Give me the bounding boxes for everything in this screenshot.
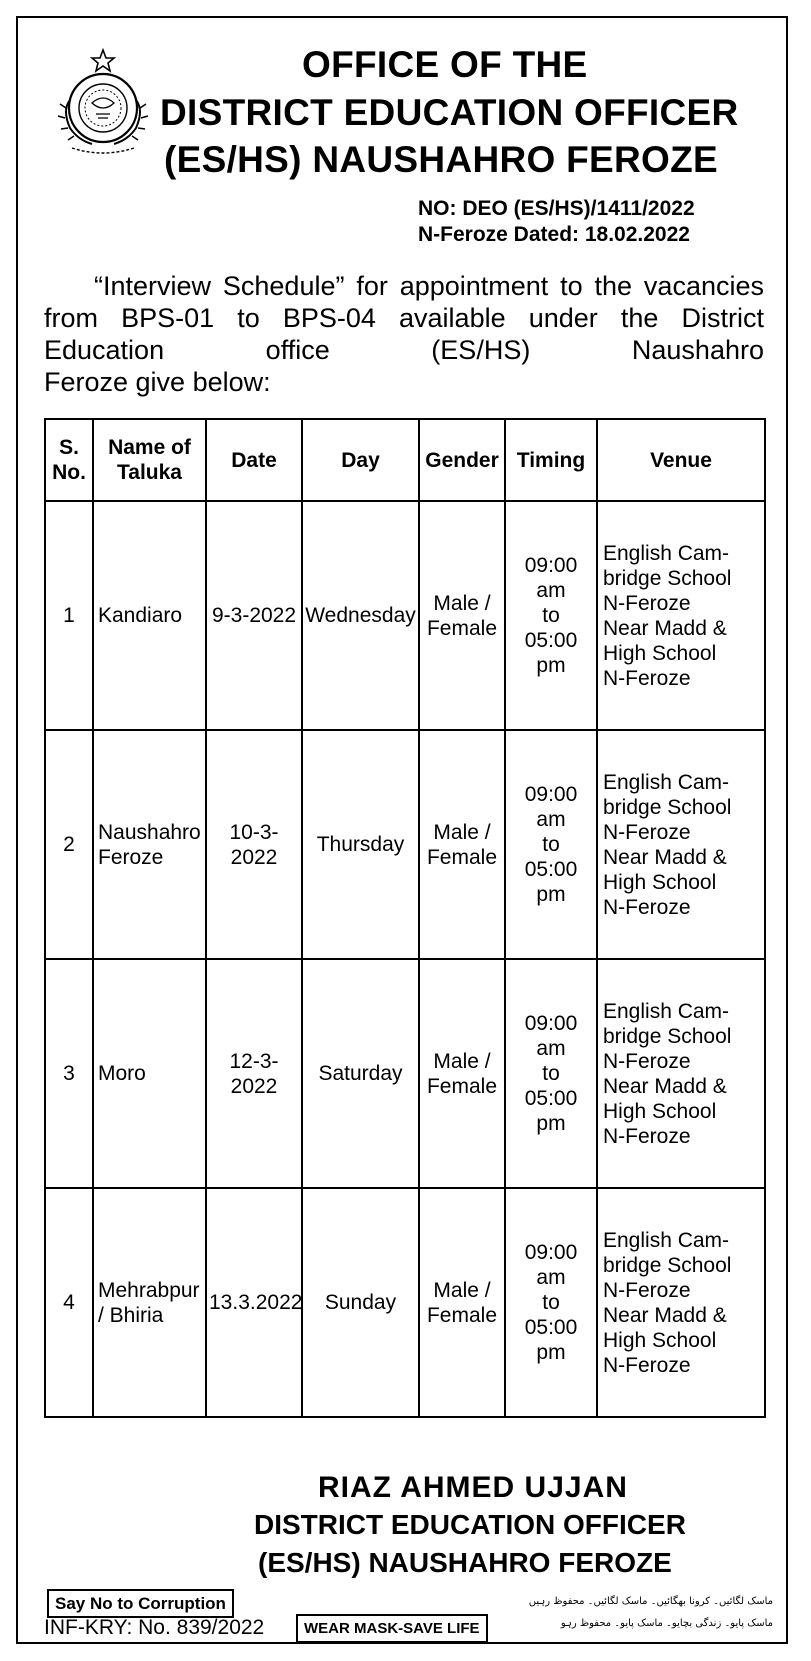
cell-timing: 09:00 am to 05:00 pm	[505, 1188, 597, 1417]
urdu-slogan-line-2: ماسک پایو۔ زندگی بچایو۔ ماسک پایو۔ محفوظ رہو	[560, 1618, 773, 1629]
interview-schedule-table	[44, 418, 766, 1418]
header-location-line: (ES/HS) NAUSHAHRO FEROZE	[164, 139, 718, 180]
cell-taluka: Mehrabpur / Bhiria	[93, 1188, 206, 1417]
cell-date: 9-3-2022	[206, 501, 302, 730]
cell-venue: English Cam- bridge School N-Feroze Near Madd & High School N-Feroze	[597, 1188, 765, 1417]
cell-taluka: Moro	[93, 959, 206, 1188]
reference-date: N-Feroze Dated: 18.02.2022	[418, 223, 690, 246]
cell-sno: 2	[45, 730, 93, 959]
table-header-row	[45, 419, 765, 501]
cell-venue: English Cam- bridge School N-Feroze Near Madd & High School N-Feroze	[597, 501, 765, 730]
col-header-day: Day	[302, 419, 419, 501]
cell-gender: Male / Female	[419, 959, 505, 1188]
urdu-slogan-line-1: ماسک لگائیں۔ کرونا بھگائیں۔ ماسک لگائیں۔ محفوظ رہیں	[528, 1596, 773, 1607]
cell-gender: Male / Female	[419, 1188, 505, 1417]
reference-number: NO: DEO (ES/HS)/1411/2022	[418, 197, 695, 220]
wear-mask-badge: WEAR MASK-SAVE LIFE	[296, 1614, 488, 1643]
cell-sno: 1	[45, 501, 93, 730]
cell-gender: Male / Female	[419, 730, 505, 959]
inf-number: INF-KRY: No. 839/2022	[44, 1616, 265, 1639]
intro-last-line: Feroze give below:	[44, 367, 271, 397]
cell-taluka: Kandiaro	[93, 501, 206, 730]
col-header-taluka: Name of Taluka	[93, 419, 206, 501]
col-header-sno: S. No.	[45, 419, 93, 501]
cell-taluka: Naushahro Feroze	[93, 730, 206, 959]
signatory-designation: DISTRICT EDUCATION OFFICER	[254, 1509, 686, 1540]
say-no-to-corruption-badge: Say No to Corruption	[47, 1589, 234, 1618]
intro-body: “Interview Schedule” for appointment to the vacancies from BPS-01 to BPS-04 available under the District Education office (ES/HS) Naushahro	[44, 271, 764, 365]
cell-sno: 4	[45, 1188, 93, 1417]
cell-venue: English Cam- bridge School N-Feroze Near Madd & High School N-Feroze	[597, 959, 765, 1188]
table-row	[45, 730, 765, 959]
cell-timing: 09:00 am to 05:00 pm	[505, 501, 597, 730]
col-header-gender: Gender	[419, 419, 505, 501]
table-row	[45, 959, 765, 1188]
cell-date: 10-3-2022	[206, 730, 302, 959]
header-office-line: OFFICE OF THE	[302, 44, 588, 85]
sindh-government-seal-icon	[48, 48, 158, 158]
cell-timing: 09:00 am to 05:00 pm	[505, 959, 597, 1188]
cell-gender: Male / Female	[419, 501, 505, 730]
intro-paragraph	[44, 270, 764, 398]
signatory-name: RIAZ AHMED UJJAN	[318, 1471, 628, 1504]
table-row	[45, 501, 765, 730]
col-header-date: Date	[206, 419, 302, 501]
cell-timing: 09:00 am to 05:00 pm	[505, 730, 597, 959]
cell-sno: 3	[45, 959, 93, 1188]
cell-day: Thursday	[302, 730, 419, 959]
cell-day: Sunday	[302, 1188, 419, 1417]
header-designation-line: DISTRICT EDUCATION OFFICER	[160, 92, 739, 133]
cell-venue: English Cam- bridge School N-Feroze Near Madd & High School N-Feroze	[597, 730, 765, 959]
cell-day: Wednesday	[302, 501, 419, 730]
cell-date: 13.3.2022	[206, 1188, 302, 1417]
table-row	[45, 1188, 765, 1417]
urdu-slogan	[515, 1591, 773, 1641]
col-header-venue: Venue	[597, 419, 765, 501]
cell-day: Saturday	[302, 959, 419, 1188]
cell-date: 12-3-2022	[206, 959, 302, 1188]
col-header-timing: Timing	[505, 419, 597, 501]
signatory-office: (ES/HS) NAUSHAHRO FEROZE	[258, 1547, 672, 1578]
